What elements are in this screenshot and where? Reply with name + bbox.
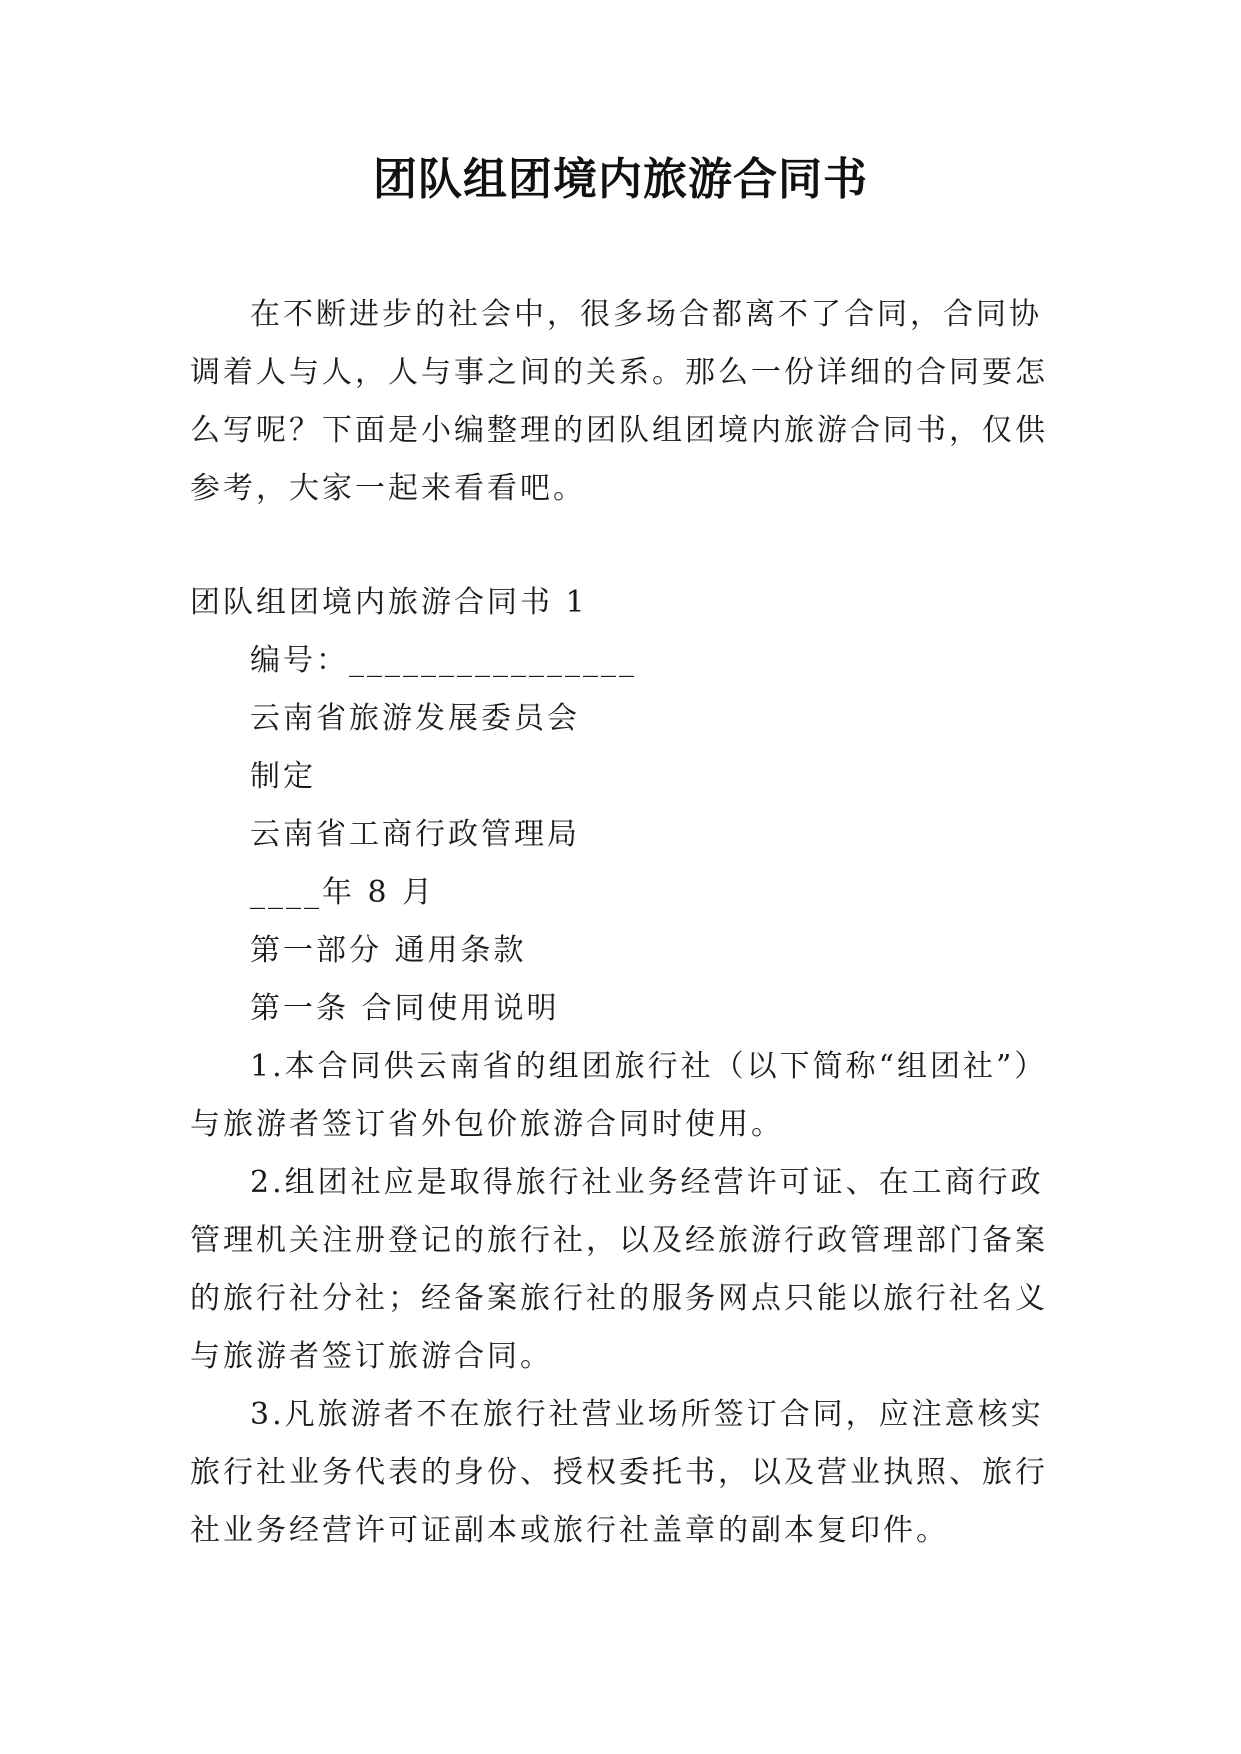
issuer-tourism-committee: 云南省旅游发展委员会 [250,701,580,736]
clause-item-3: 3.凡旅游者不在旅行社营业场所签订合同，应注意核实旅行社业务代表的身份、授权委托书，以及营业执照、旅行社业务经营许可证副本或旅行社盖章的副本复印件。 [190,1397,1048,1548]
section-heading: 团队组团境内旅游合同书 1 [190,585,588,620]
clause-item-1: 1.本合同供云南省的组团旅行社（以下简称“组团社”）与旅游者签订省外包价旅游合同时使用。 [190,1049,1048,1142]
contract-number-line: 编号：________________ [250,643,637,678]
part-heading: 第一部分 通用条款 [250,933,527,968]
clause-item-2: 2.组团社应是取得旅行社业务经营许可证、在工商行政管理机关注册登记的旅行社，以及经旅游行政管理部门备案的旅行社分社；经备案旅行社的服务网点只能以旅行社名义与旅游者签订旅游合同。 [190,1165,1048,1374]
contract-body [190,574,1060,1560]
made-by-label: 制定 [250,759,316,794]
document-title: 团队组团境内旅游合同书 [373,154,868,205]
issuer-commerce-bureau: 云南省工商行政管理局 [250,817,580,852]
date-line: ____年 8 月 [250,875,436,910]
intro-paragraph: 在不断进步的社会中，很多场合都离不了合同，合同协调着人与人，人与事之间的关系。那么一份详细的合同要怎么写呢？下面是小编整理的团队组团境内旅游合同书，仅供参考，大家一起来看看吧。 [190,297,1048,506]
article-heading: 第一条 合同使用说明 [250,991,560,1026]
intro-block [190,286,1060,518]
